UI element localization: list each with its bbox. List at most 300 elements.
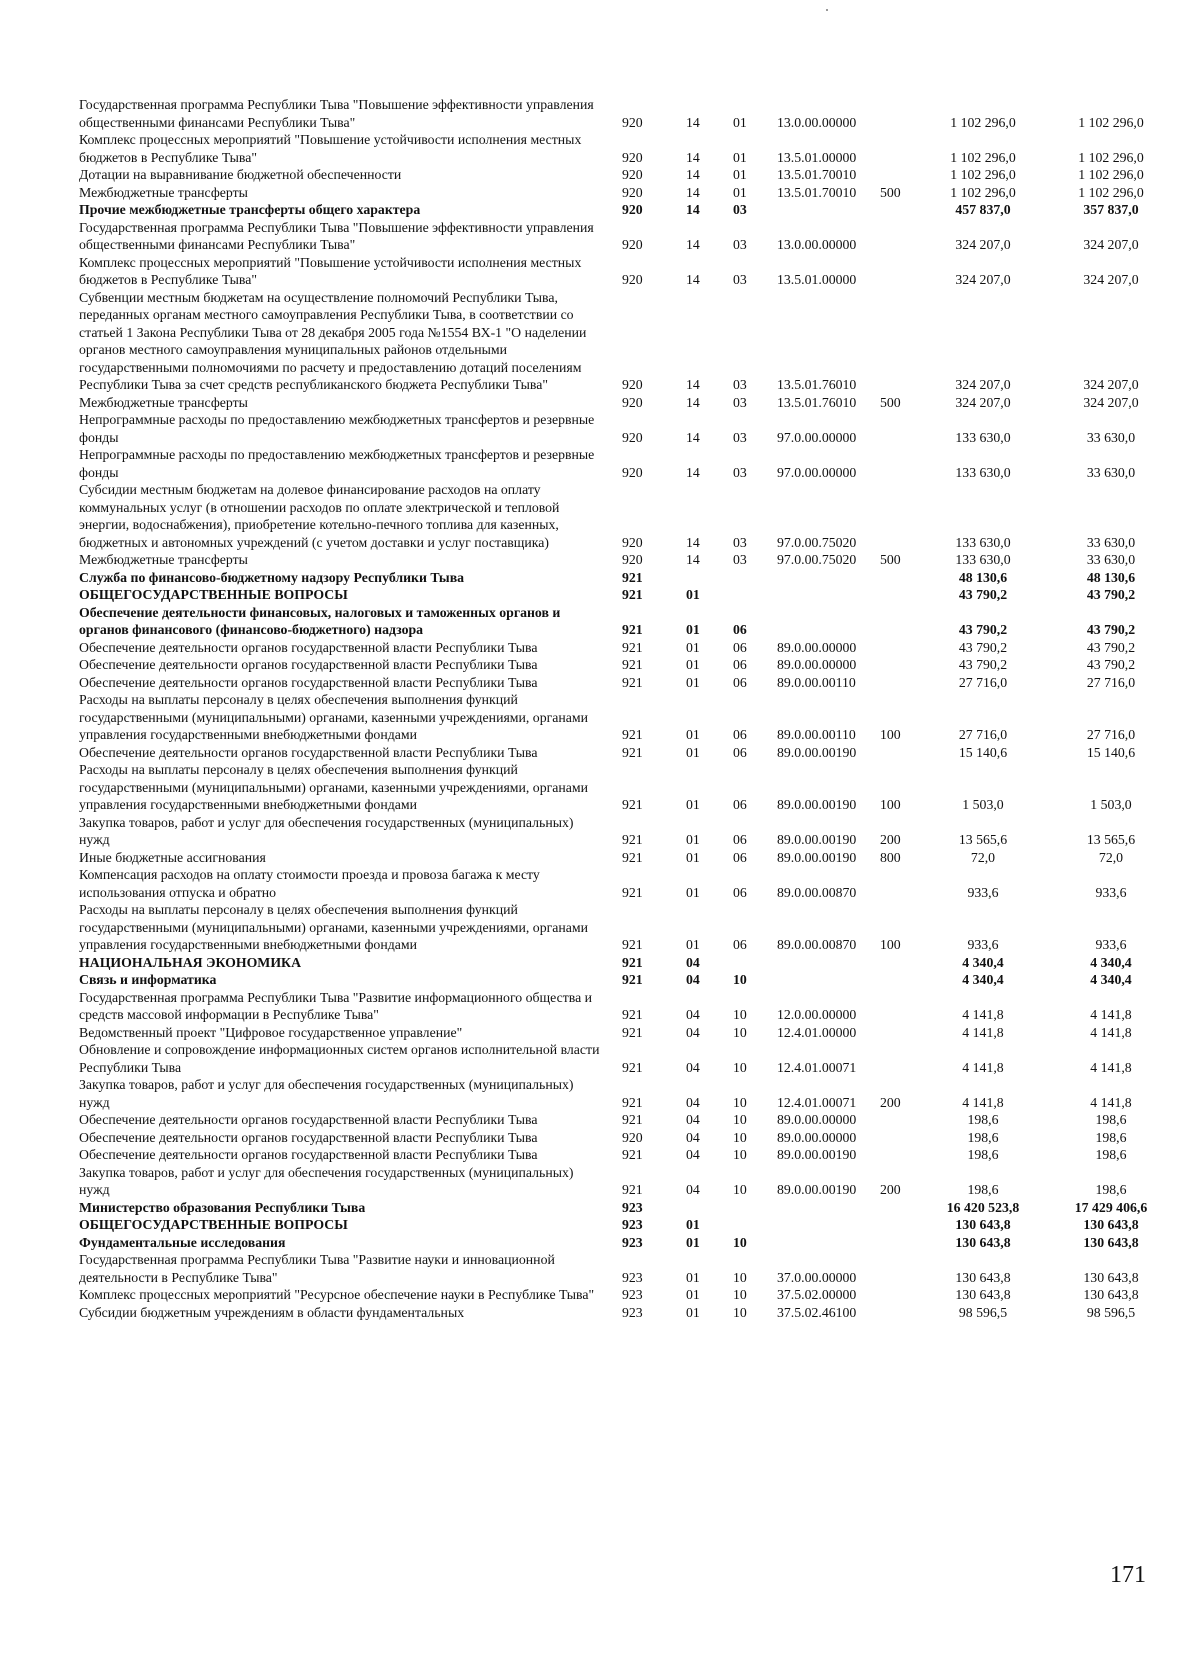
row-amount-year-1: 130 643,8 xyxy=(955,1287,1011,1302)
row-target-article: 97.0.00.75020 xyxy=(777,534,857,550)
row-ministry-code: 921 xyxy=(622,972,643,987)
row-name: Обеспечение деятельности органов государственной власти Республики Тыва xyxy=(79,1147,538,1162)
row-target-article: 13.5.01.70010 xyxy=(777,184,857,200)
row-amount-year-1: 198,6 xyxy=(967,1147,999,1162)
row-subsection-code: 06 xyxy=(733,797,747,812)
row-ministry-code: 921 xyxy=(622,884,643,900)
row-amount-year-1: 4 141,8 xyxy=(962,1007,1004,1022)
row-name: Обеспечение деятельности органов государственной власти Республики Тыва xyxy=(79,657,538,672)
table-row xyxy=(79,481,1174,551)
row-section-code: 04 xyxy=(686,1094,700,1110)
row-section-code: 01 xyxy=(686,1217,700,1232)
row-ministry-code: 921 xyxy=(622,937,643,952)
row-name: Расходы на выплаты персоналу в целях обеспечения выполнения функций государственными (муниципальными) органами, казенными учреждениями, органами управления государственными внебюджетными фондами xyxy=(79,762,589,812)
table-row xyxy=(79,1286,1174,1304)
table-row xyxy=(79,1111,1174,1129)
row-subsection-code: 10 xyxy=(733,1112,747,1127)
row-amount-year-1: 133 630,0 xyxy=(955,552,1011,567)
row-target-article: 37.5.02.46100 xyxy=(777,1304,857,1320)
row-name: Обеспечение деятельности финансовых, налоговых и таможенных органов и органов финансового (финансово-бюджетного) надзора xyxy=(79,604,561,637)
row-subsection-code: 06 xyxy=(733,727,747,742)
row-target-article: 89.0.00.00110 xyxy=(777,727,856,742)
row-amount-year-2: 130 643,8 xyxy=(1083,1234,1139,1250)
table-row xyxy=(79,1304,1174,1322)
row-name: Межбюджетные трансферты xyxy=(79,184,248,200)
row-name: Дотации на выравнивание бюджетной обеспеченности xyxy=(79,167,402,182)
row-target-article: 89.0.00.00190 xyxy=(777,1147,857,1162)
table-row xyxy=(79,411,1174,446)
row-ministry-code: 920 xyxy=(622,272,643,287)
table-row xyxy=(79,1251,1174,1286)
row-section-code: 04 xyxy=(686,1182,700,1197)
row-amount-year-2: 4 141,8 xyxy=(1090,1059,1132,1075)
row-amount-year-2: 933,6 xyxy=(1095,937,1127,952)
row-amount-year-2: 130 643,8 xyxy=(1083,1287,1139,1302)
row-ministry-code: 921 xyxy=(622,1024,643,1040)
row-section-code: 14 xyxy=(686,394,700,410)
row-name: Обновление и сопровождение информационных систем органов исполнительной власти Республики Тыва xyxy=(79,1042,600,1075)
row-name: Закупка товаров, работ и услуг для обеспечения государственных (муниципальных) нужд xyxy=(79,1077,574,1110)
row-subsection-code: 10 xyxy=(733,1269,747,1285)
row-amount-year-2: 72,0 xyxy=(1098,849,1124,865)
table-row xyxy=(79,1199,1174,1217)
row-section-code: 01 xyxy=(686,1269,700,1285)
row-subsection-code: 03 xyxy=(733,237,747,252)
row-section-code: 01 xyxy=(686,797,700,812)
row-ministry-code: 921 xyxy=(622,674,643,690)
row-target-article: 89.0.00.00190 xyxy=(777,744,857,760)
row-amount-year-2: 324 207,0 xyxy=(1083,394,1139,410)
row-ministry-code: 921 xyxy=(622,1147,643,1162)
row-subsection-code: 01 xyxy=(733,149,747,165)
row-ministry-code: 920 xyxy=(622,167,643,182)
row-subsection-code: 01 xyxy=(733,167,747,182)
row-target-article: 89.0.00.00870 xyxy=(777,937,857,952)
table-row xyxy=(79,691,1174,744)
row-target-article: 89.0.00.00190 xyxy=(777,832,857,847)
row-section-code: 14 xyxy=(686,149,700,165)
row-name: Обеспечение деятельности органов государственной власти Республики Тыва xyxy=(79,674,538,690)
row-amount-year-2: 98 596,5 xyxy=(1086,1304,1136,1320)
table-row xyxy=(79,1216,1174,1234)
row-amount-year-2: 33 630,0 xyxy=(1086,429,1136,445)
row-amount-year-1: 15 140,6 xyxy=(958,744,1008,760)
row-amount-year-2: 17 429 406,6 xyxy=(1074,1199,1148,1215)
row-amount-year-1: 1 102 296,0 xyxy=(950,114,1016,130)
row-subsection-code: 10 xyxy=(733,1304,747,1320)
table-row xyxy=(79,761,1174,814)
row-amount-year-1: 27 716,0 xyxy=(958,727,1008,742)
table-row xyxy=(79,1076,1174,1111)
row-amount-year-1: 43 790,2 xyxy=(958,657,1008,672)
table-row xyxy=(79,674,1174,692)
row-name: Обеспечение деятельности органов государственной власти Республики Тыва xyxy=(79,744,538,760)
row-name: Министерство образования Республики Тыва xyxy=(79,1199,366,1215)
row-name: Государственная программа Республики Тыва "Развитие науки и инновационной деятельности в Республике Тыва" xyxy=(79,1252,555,1285)
row-section-code: 14 xyxy=(686,534,700,550)
row-amount-year-2: 13 565,6 xyxy=(1086,832,1136,847)
row-amount-year-2: 33 630,0 xyxy=(1086,464,1136,480)
row-name: Обеспечение деятельности органов государственной власти Республики Тыва xyxy=(79,1129,538,1145)
table-row xyxy=(79,586,1174,604)
row-name: Субсидии местным бюджетам на долевое финансирование расходов на оплату коммунальных услуг (в отношении расходов по оплате электрической и тепловой энергии, водоснабжения), приобретение котельно-печного топлива для казенных, бюджетных и автономных учреждений (с учетом доставки и услуг поставщика) xyxy=(79,482,560,550)
row-section-code: 04 xyxy=(686,972,700,987)
row-name: Субвенции местным бюджетам на осуществление полномочий Республики Тыва, переданных органам местного самоуправления Республики Тыва, в соответствии со статьей 1 Закона Республики Тыва от 28 декабря 2005 года №1554 ВХ-1 "О наделении органов местного самоуправления муниципальных районов отдельными государственными полномочиями по расчету и предоставлению дотаций поселениям Республики Тыва за счет средств республиканского бюджета Республики Тыва" xyxy=(79,289,587,392)
row-section-code: 01 xyxy=(686,727,700,742)
row-amount-year-1: 43 790,2 xyxy=(958,622,1008,637)
row-name: Непрограммные расходы по предоставлению межбюджетных трансфертов и резервные фонды xyxy=(79,412,595,445)
row-subsection-code: 10 xyxy=(733,1287,747,1302)
table-row xyxy=(79,254,1174,289)
row-subsection-code: 03 xyxy=(733,534,747,550)
row-amount-year-2: 4 340,4 xyxy=(1090,954,1132,970)
row-amount-year-1: 1 102 296,0 xyxy=(950,167,1016,182)
row-ministry-code: 920 xyxy=(622,534,643,550)
row-subsection-code: 06 xyxy=(733,937,747,952)
row-section-code: 04 xyxy=(686,1059,700,1075)
row-name: Иные бюджетные ассигнования xyxy=(79,849,266,865)
row-ministry-code: 921 xyxy=(622,954,643,970)
row-subsection-code: 03 xyxy=(733,202,747,217)
budget-table xyxy=(79,96,1174,1321)
row-name: Прочие межбюджетные трансферты общего характера xyxy=(79,202,421,217)
row-target-article: 89.0.00.00190 xyxy=(777,849,857,865)
row-section-code: 01 xyxy=(686,639,700,655)
table-row xyxy=(79,744,1174,762)
row-amount-year-2: 198,6 xyxy=(1095,1112,1127,1127)
row-amount-year-2: 27 716,0 xyxy=(1086,727,1136,742)
row-target-article: 97.0.00.00000 xyxy=(777,429,857,445)
row-amount-year-1: 198,6 xyxy=(967,1129,999,1145)
row-amount-year-1: 324 207,0 xyxy=(955,377,1011,392)
row-ministry-code: 920 xyxy=(622,552,643,567)
row-section-code: 01 xyxy=(686,657,700,672)
row-ministry-code: 923 xyxy=(622,1287,643,1302)
row-section-code: 04 xyxy=(686,1129,700,1145)
row-expense-type: 200 xyxy=(880,1094,901,1110)
row-amount-year-1: 4 141,8 xyxy=(962,1059,1004,1075)
row-subsection-code: 06 xyxy=(733,884,747,900)
row-amount-year-1: 130 643,8 xyxy=(955,1234,1011,1250)
row-amount-year-1: 98 596,5 xyxy=(958,1304,1008,1320)
row-amount-year-2: 4 141,8 xyxy=(1090,1094,1132,1110)
row-amount-year-2: 43 790,2 xyxy=(1086,657,1136,672)
row-amount-year-1: 130 643,8 xyxy=(955,1217,1011,1232)
row-amount-year-2: 130 643,8 xyxy=(1083,1217,1139,1232)
table-row xyxy=(79,1146,1174,1164)
row-section-code: 14 xyxy=(686,552,700,567)
table-row xyxy=(79,184,1174,202)
row-target-article: 13.5.01.00000 xyxy=(777,272,857,287)
row-amount-year-1: 324 207,0 xyxy=(955,237,1011,252)
row-section-code: 01 xyxy=(686,587,700,602)
row-section-code: 14 xyxy=(686,237,700,252)
row-amount-year-1: 4 340,4 xyxy=(962,954,1004,970)
table-row xyxy=(79,656,1174,674)
table-row xyxy=(79,1234,1174,1252)
row-section-code: 04 xyxy=(686,1147,700,1162)
row-ministry-code: 923 xyxy=(622,1199,643,1215)
row-target-article: 89.0.00.00870 xyxy=(777,884,857,900)
table-row xyxy=(79,96,1174,131)
row-amount-year-2: 324 207,0 xyxy=(1083,272,1139,287)
row-amount-year-2: 4 141,8 xyxy=(1090,1024,1132,1040)
row-section-code: 14 xyxy=(686,429,700,445)
row-name: Связь и информатика xyxy=(79,972,217,987)
row-name: Расходы на выплаты персоналу в целях обеспечения выполнения функций государственными (муниципальными) органами, казенными учреждениями, органами управления государственными внебюджетными фондами xyxy=(79,902,589,952)
row-target-article: 89.0.00.00000 xyxy=(777,1129,857,1145)
row-amount-year-2: 198,6 xyxy=(1095,1182,1127,1197)
row-name: Закупка товаров, работ и услуг для обеспечения государственных (муниципальных) нужд xyxy=(79,1164,574,1197)
row-ministry-code: 923 xyxy=(622,1234,643,1250)
table-row xyxy=(79,866,1174,901)
row-section-code: 14 xyxy=(686,272,700,287)
row-subsection-code: 10 xyxy=(733,1024,747,1040)
row-ministry-code: 923 xyxy=(622,1304,643,1320)
row-name: Государственная программа Республики Тыва "Повышение эффективности управления общественными финансами Республики Тыва" xyxy=(79,219,594,252)
row-amount-year-2: 1 503,0 xyxy=(1090,797,1132,812)
table-row xyxy=(79,971,1174,989)
row-target-article: 89.0.00.00110 xyxy=(777,674,856,690)
row-ministry-code: 920 xyxy=(622,429,643,445)
row-target-article: 37.0.00.00000 xyxy=(777,1269,857,1285)
row-name: Расходы на выплаты персоналу в целях обеспечения выполнения функций государственными (муниципальными) органами, казенными учреждениями, органами управления государственными внебюджетными фондами xyxy=(79,692,589,742)
table-row xyxy=(79,901,1174,954)
row-subsection-code: 10 xyxy=(733,972,747,987)
row-section-code: 01 xyxy=(686,674,700,690)
row-subsection-code: 01 xyxy=(733,184,747,200)
row-amount-year-2: 130 643,8 xyxy=(1083,1269,1139,1285)
row-ministry-code: 921 xyxy=(622,1094,643,1110)
row-ministry-code: 921 xyxy=(622,622,643,637)
row-subsection-code: 06 xyxy=(733,744,747,760)
row-ministry-code: 921 xyxy=(622,587,643,602)
row-section-code: 14 xyxy=(686,167,700,182)
row-name: Непрограммные расходы по предоставлению межбюджетных трансфертов и резервные фонды xyxy=(79,447,595,480)
row-target-article: 97.0.00.00000 xyxy=(777,464,857,480)
row-ministry-code: 921 xyxy=(622,727,643,742)
row-amount-year-1: 27 716,0 xyxy=(958,674,1008,690)
row-target-article: 12.4.01.00071 xyxy=(777,1094,857,1110)
row-subsection-code: 10 xyxy=(733,1182,747,1197)
row-subsection-code: 06 xyxy=(733,832,747,847)
row-amount-year-1: 43 790,2 xyxy=(958,639,1008,655)
row-subsection-code: 10 xyxy=(733,1234,747,1250)
row-amount-year-1: 43 790,2 xyxy=(958,587,1008,602)
row-amount-year-2: 357 837,0 xyxy=(1083,202,1139,217)
row-target-article: 13.5.01.00000 xyxy=(777,149,857,165)
row-amount-year-2: 27 716,0 xyxy=(1086,674,1136,690)
row-name: Комплекс процессных мероприятий "Повышение устойчивости исполнения местных бюджетов в Республике Тыва" xyxy=(79,254,582,287)
row-name: Комплекс процессных мероприятий "Повышение устойчивости исполнения местных бюджетов в Республике Тыва" xyxy=(79,132,582,165)
row-name: ОБЩЕГОСУДАРСТВЕННЫЕ ВОПРОСЫ xyxy=(79,587,348,602)
row-section-code: 04 xyxy=(686,954,700,970)
row-amount-year-1: 324 207,0 xyxy=(955,272,1011,287)
row-amount-year-2: 1 102 296,0 xyxy=(1078,167,1144,182)
row-ministry-code: 920 xyxy=(622,202,643,217)
table-row xyxy=(79,219,1174,254)
row-target-article: 12.4.01.00071 xyxy=(777,1059,857,1075)
row-amount-year-2: 324 207,0 xyxy=(1083,237,1139,252)
row-amount-year-1: 933,6 xyxy=(967,937,999,952)
row-target-article: 37.5.02.00000 xyxy=(777,1287,857,1302)
row-expense-type: 100 xyxy=(880,797,901,812)
row-subsection-code: 10 xyxy=(733,1147,747,1162)
row-section-code: 01 xyxy=(686,1234,700,1250)
row-amount-year-2: 4 340,4 xyxy=(1090,972,1132,987)
row-amount-year-1: 4 340,4 xyxy=(962,972,1004,987)
table-row xyxy=(79,604,1174,639)
row-name: Закупка товаров, работ и услуг для обеспечения государственных (муниципальных) нужд xyxy=(79,814,574,847)
row-ministry-code: 921 xyxy=(622,1007,643,1022)
row-target-article: 89.0.00.00190 xyxy=(777,797,857,812)
row-amount-year-1: 1 102 296,0 xyxy=(950,149,1016,165)
row-name: ОБЩЕГОСУДАРСТВЕННЫЕ ВОПРОСЫ xyxy=(79,1217,348,1232)
row-amount-year-1: 4 141,8 xyxy=(962,1094,1004,1110)
row-target-article: 89.0.00.00000 xyxy=(777,657,857,672)
row-target-article: 97.0.00.75020 xyxy=(777,552,857,567)
row-ministry-code: 920 xyxy=(622,114,643,130)
row-ministry-code: 921 xyxy=(622,1112,643,1127)
row-amount-year-2: 43 790,2 xyxy=(1086,639,1136,655)
row-name: Комплекс процессных мероприятий "Ресурсное обеспечение науки в Республике Тыва" xyxy=(79,1287,595,1302)
row-ministry-code: 920 xyxy=(622,464,643,480)
row-amount-year-1: 16 420 523,8 xyxy=(946,1199,1020,1215)
row-section-code: 01 xyxy=(686,1287,700,1302)
row-section-code: 01 xyxy=(686,1304,700,1320)
row-amount-year-2: 33 630,0 xyxy=(1086,552,1136,567)
row-amount-year-2: 43 790,2 xyxy=(1086,622,1136,637)
row-section-code: 04 xyxy=(686,1024,700,1040)
table-row xyxy=(79,814,1174,849)
row-subsection-code: 03 xyxy=(733,464,747,480)
table-row xyxy=(79,166,1174,184)
table-row xyxy=(79,201,1174,219)
row-section-code: 01 xyxy=(686,744,700,760)
row-amount-year-1: 324 207,0 xyxy=(955,394,1011,410)
row-amount-year-1: 133 630,0 xyxy=(955,534,1011,550)
row-name: Фундаментальные исследования xyxy=(79,1234,286,1250)
table-row xyxy=(79,954,1174,972)
table-row xyxy=(79,639,1174,657)
row-ministry-code: 920 xyxy=(622,184,643,200)
row-name: Межбюджетные трансферты xyxy=(79,552,248,567)
row-target-article: 13.0.00.00000 xyxy=(777,237,857,252)
row-expense-type: 100 xyxy=(880,937,901,952)
row-amount-year-2: 1 102 296,0 xyxy=(1078,149,1144,165)
row-amount-year-2: 4 141,8 xyxy=(1090,1007,1132,1022)
table-row xyxy=(79,394,1174,412)
row-expense-type: 500 xyxy=(880,184,901,200)
table-row xyxy=(79,446,1174,481)
row-ministry-code: 920 xyxy=(622,1129,643,1145)
row-ministry-code: 921 xyxy=(622,1059,643,1075)
row-subsection-code: 06 xyxy=(733,674,747,690)
row-ministry-code: 921 xyxy=(622,569,643,585)
table-row xyxy=(79,849,1174,867)
row-ministry-code: 920 xyxy=(622,149,643,165)
row-section-code: 14 xyxy=(686,464,700,480)
row-subsection-code: 10 xyxy=(733,1007,747,1022)
row-subsection-code: 03 xyxy=(733,272,747,287)
row-amount-year-2: 198,6 xyxy=(1095,1129,1127,1145)
row-section-code: 14 xyxy=(686,184,700,200)
row-subsection-code: 03 xyxy=(733,394,747,410)
row-amount-year-2: 324 207,0 xyxy=(1083,377,1139,392)
row-name: НАЦИОНАЛЬНАЯ ЭКОНОМИКА xyxy=(79,954,302,970)
row-name: Компенсация расходов на оплату стоимости проезда и провоза багажа к месту использования отпуска и обратно xyxy=(79,867,540,900)
row-amount-year-1: 933,6 xyxy=(967,884,999,900)
row-amount-year-1: 130 643,8 xyxy=(955,1269,1011,1285)
row-amount-year-1: 48 130,6 xyxy=(958,569,1008,585)
row-name: Государственная программа Республики Тыва "Развитие информационного общества и средств массовой информации в Республике Тыва" xyxy=(79,989,593,1022)
row-expense-type: 500 xyxy=(880,394,901,410)
row-subsection-code: 06 xyxy=(733,657,747,672)
row-amount-year-1: 198,6 xyxy=(967,1112,999,1127)
row-target-article: 12.0.00.00000 xyxy=(777,1007,857,1022)
row-target-article: 13.0.00.00000 xyxy=(777,114,857,130)
row-target-article: 13.5.01.76010 xyxy=(777,394,857,410)
row-amount-year-2: 198,6 xyxy=(1095,1147,1127,1162)
row-ministry-code: 921 xyxy=(622,849,643,865)
row-expense-type: 800 xyxy=(880,849,901,865)
table-row xyxy=(79,551,1174,569)
row-ministry-code: 920 xyxy=(622,237,643,252)
row-amount-year-1: 133 630,0 xyxy=(955,429,1011,445)
row-name: Субсидии бюджетным учреждениям в области фундаментальных xyxy=(79,1304,465,1320)
table-row xyxy=(79,1024,1174,1042)
row-amount-year-1: 133 630,0 xyxy=(955,464,1011,480)
row-expense-type: 500 xyxy=(880,552,901,567)
row-amount-year-1: 4 141,8 xyxy=(962,1024,1004,1040)
row-expense-type: 200 xyxy=(880,1182,901,1197)
row-ministry-code: 923 xyxy=(622,1269,643,1285)
row-amount-year-1: 72,0 xyxy=(970,849,996,865)
table-row xyxy=(79,989,1174,1024)
row-name: Межбюджетные трансферты xyxy=(79,394,248,410)
row-amount-year-2: 15 140,6 xyxy=(1086,744,1136,760)
row-subsection-code: 03 xyxy=(733,377,747,392)
row-section-code: 01 xyxy=(686,849,700,865)
table-row xyxy=(79,1164,1174,1199)
row-amount-year-2: 1 102 296,0 xyxy=(1078,114,1144,130)
row-target-article: 89.0.00.00000 xyxy=(777,1112,857,1127)
row-section-code: 01 xyxy=(686,832,700,847)
table-row xyxy=(79,1129,1174,1147)
row-subsection-code: 06 xyxy=(733,639,747,655)
row-ministry-code: 921 xyxy=(622,1182,643,1197)
row-name: Обеспечение деятельности органов государственной власти Республики Тыва xyxy=(79,1112,538,1127)
row-subsection-code: 10 xyxy=(733,1094,747,1110)
table-row xyxy=(79,131,1174,166)
row-name: Государственная программа Республики Тыва "Повышение эффективности управления общественными финансами Республики Тыва" xyxy=(79,97,594,130)
row-amount-year-2: 43 790,2 xyxy=(1086,587,1136,602)
row-section-code: 04 xyxy=(686,1007,700,1022)
row-subsection-code: 10 xyxy=(733,1129,747,1145)
row-amount-year-1: 198,6 xyxy=(967,1182,999,1197)
row-target-article: 13.5.01.70010 xyxy=(777,167,857,182)
row-section-code: 04 xyxy=(686,1112,700,1127)
row-expense-type: 200 xyxy=(880,832,901,847)
row-amount-year-1: 13 565,6 xyxy=(958,832,1008,847)
row-amount-year-2: 48 130,6 xyxy=(1086,569,1136,585)
table-row xyxy=(79,1041,1174,1076)
table-row xyxy=(79,569,1174,587)
row-name: Ведомственный проект "Цифровое государственное управление" xyxy=(79,1024,463,1040)
row-amount-year-2: 33 630,0 xyxy=(1086,534,1136,550)
row-ministry-code: 923 xyxy=(622,1217,643,1232)
row-subsection-code: 06 xyxy=(733,849,747,865)
